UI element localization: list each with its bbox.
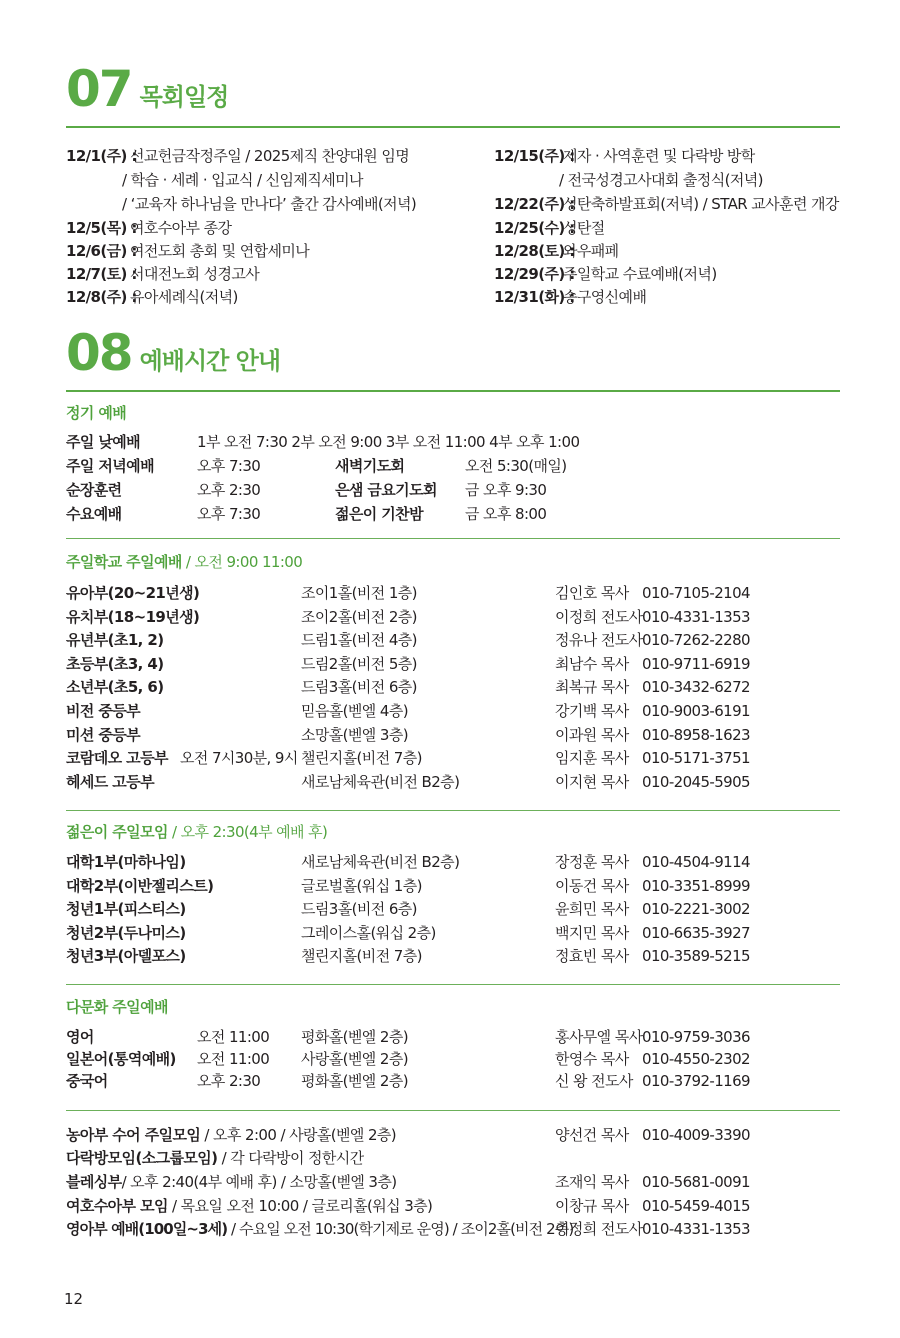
table-row xyxy=(0,900,900,924)
schedule-text: 서대전노회 성경고사 xyxy=(130,265,260,283)
service-name: 수요예배 xyxy=(66,505,122,523)
service-time: 1부 오전 7:30 2부 오전 9:00 3부 오전 11:00 4부 오후 1:00 xyxy=(197,433,580,451)
pastor: 강기백 목사 xyxy=(555,702,629,720)
place: 글로벌홀(워십 1층) xyxy=(301,877,422,895)
pastor: 이지현 목사 xyxy=(555,773,629,791)
place: 새로남체육관(비전 B2층) xyxy=(301,773,460,791)
table-row xyxy=(0,947,900,971)
phone: 010-4331-1353 xyxy=(642,1220,751,1238)
pastor: 이정희 전도사 xyxy=(555,1220,643,1238)
pastor: 최남수 목사 xyxy=(555,655,629,673)
service-name: 주일 저녁예배 xyxy=(66,457,154,475)
place: 드림2홀(비전 5층) xyxy=(301,655,417,673)
phone: 010-9003-6191 xyxy=(642,702,751,720)
table-row xyxy=(0,773,900,797)
schedule-date: 12/6(금) : xyxy=(66,242,137,260)
place: 드림3홀(비전 6층) xyxy=(301,900,417,918)
phone: 010-4331-1353 xyxy=(642,608,751,626)
service-name: 젊은이 기찬밤 xyxy=(335,505,423,523)
place: 드림3홀(비전 6층) xyxy=(301,678,417,696)
phone: 010-3351-8999 xyxy=(642,877,751,895)
phone: 010-4009-3390 xyxy=(642,1126,751,1144)
phone: 010-7262-2280 xyxy=(642,631,751,649)
schedule-date: 12/29(주) : xyxy=(494,265,575,283)
dept-name: 초등부(초3, 4) xyxy=(66,655,164,673)
place: 믿음홀(벧엘 4층) xyxy=(301,702,408,720)
schedule-text: 주일학교 수료예배(저녁) xyxy=(563,265,717,283)
place: 사랑홀(벧엘 2층) xyxy=(301,1050,408,1068)
place: 소망홀(벧엘 3층) xyxy=(301,726,408,744)
phone: 010-5681-0091 xyxy=(642,1173,751,1191)
dept-name: 청년2부(두나미스) xyxy=(66,924,186,942)
pastor: 백지민 목사 xyxy=(555,924,629,942)
table-row xyxy=(0,726,900,750)
page-number: 12 xyxy=(64,1290,84,1308)
dept-name: 소년부(초5, 6) xyxy=(66,678,164,696)
list-item xyxy=(0,1220,900,1244)
pastor: 임지훈 목사 xyxy=(555,749,629,767)
table-row xyxy=(0,853,900,877)
service-time: 오후 7:30 xyxy=(197,505,261,523)
phone: 010-8958-1623 xyxy=(642,726,751,744)
dept-name: 비전 중등부 xyxy=(66,702,141,720)
pastor: 윤희민 목사 xyxy=(555,900,629,918)
table-row xyxy=(0,678,900,702)
table-row xyxy=(0,1072,900,1096)
schedule-text: 송구영신예배 xyxy=(563,288,647,306)
section-number: 08 xyxy=(66,324,132,382)
section-title: 예배시간 안내 xyxy=(139,347,281,375)
dept-name: 코람데오 고등부 xyxy=(66,749,168,767)
dept-name: 대학1부(마하나임) xyxy=(66,853,186,871)
dept-name: 유년부(초1, 2) xyxy=(66,631,164,649)
meeting-info: 농아부 수어 주일모임 / 오후 2:00 / 사랑홀(벧엘 2층) xyxy=(66,1126,397,1144)
service-name: 새벽기도회 xyxy=(335,457,405,475)
list-item xyxy=(0,1173,900,1197)
phone: 010-9711-6919 xyxy=(642,655,751,673)
table-row xyxy=(0,749,900,773)
schedule-date: 12/8(주) : xyxy=(66,288,137,306)
phone: 010-5459-4015 xyxy=(642,1197,751,1215)
place: 챌린지홀(비전 7층) xyxy=(301,947,422,965)
schedule-text: 성탄절 xyxy=(563,219,605,237)
table-row xyxy=(0,1050,900,1074)
schedule-date: 12/7(토) : xyxy=(66,265,137,283)
schedule-date: 12/25(수) : xyxy=(494,219,575,237)
service-time: 오전 11:00 xyxy=(197,1028,270,1046)
schedule-text: 와우패페 xyxy=(563,242,619,260)
schedule-text: 제자 · 사역훈련 및 다락방 방학 xyxy=(563,147,755,165)
place: 새로남체육관(비전 B2층) xyxy=(301,853,460,871)
schedule-date: 12/5(목) : xyxy=(66,219,137,237)
pastor: 김인호 목사 xyxy=(555,584,629,602)
schedule-text: 성탄축하발표회(저녁) / STAR 교사훈련 개강 xyxy=(563,195,839,213)
place: 조이2홀(비전 2층) xyxy=(301,608,417,626)
place: 평화홀(벧엘 2층) xyxy=(301,1072,408,1090)
place: 평화홀(벧엘 2층) xyxy=(301,1028,408,1046)
schedule-date: 12/31(화) : xyxy=(494,288,575,306)
table-row xyxy=(0,608,900,632)
dept-name: 영어 xyxy=(66,1028,94,1046)
dept-name: 일본어(통역예배) xyxy=(66,1050,176,1068)
phone: 010-4504-9114 xyxy=(642,853,751,871)
pastor: 장정훈 목사 xyxy=(555,853,629,871)
schedule-text: 유아세례식(저녁) xyxy=(130,288,238,306)
phone: 010-2045-5905 xyxy=(642,773,751,791)
list-item xyxy=(0,1149,900,1173)
meeting-info: 여호수아부 모임 / 목요일 오전 10:00 / 글로리홀(워십 3층) xyxy=(66,1197,433,1215)
table-row xyxy=(0,655,900,679)
dept-name: 헤세드 고등부 xyxy=(66,773,154,791)
subsection-heading: 정기 예배 xyxy=(66,404,127,422)
section-divider xyxy=(66,390,840,392)
schedule-date: 12/1(주) : xyxy=(66,147,137,165)
pastor: 이동건 목사 xyxy=(555,877,629,895)
section-title: 목회일정 xyxy=(139,83,229,111)
subsection-heading: 젊은이 주일모임 / 오후 2:30(4부 예배 후) xyxy=(66,823,328,841)
meeting-info: 다락방모임(소그룹모임) / 각 다락방이 정한시간 xyxy=(66,1149,364,1167)
schedule-text: 선교헌금작정주일 / 2025제직 찬양대원 임명 xyxy=(130,147,410,165)
service-time: 오후 2:30 xyxy=(197,1072,261,1090)
pastor: 이과원 목사 xyxy=(555,726,629,744)
dept-name: 유아부(20~21년생) xyxy=(66,584,200,602)
schedule-text: 여호수아부 종강 xyxy=(130,219,232,237)
schedule-text: / 전국성경고사대회 출정식(저녁) xyxy=(559,171,763,189)
place: 챌린지홀(비전 7층) xyxy=(301,749,422,767)
pastor: 이창규 목사 xyxy=(555,1197,629,1215)
service-time: 오전 5:30(매일) xyxy=(465,457,567,475)
pastor: 한영수 목사 xyxy=(555,1050,629,1068)
service-name: 은샘 금요기도회 xyxy=(335,481,437,499)
place: 드림1홀(비전 4층) xyxy=(301,631,417,649)
dept-name: 유치부(18~19년생) xyxy=(66,608,200,626)
table-row xyxy=(0,1028,900,1052)
list-item xyxy=(0,1126,900,1150)
schedule-date: 12/22(주) : xyxy=(494,195,575,213)
service-name: 순장훈련 xyxy=(66,481,122,499)
pastor: 양선건 목사 xyxy=(555,1126,629,1144)
divider xyxy=(66,810,840,811)
divider xyxy=(66,538,840,539)
service-name: 주일 낮예배 xyxy=(66,433,141,451)
divider xyxy=(66,1110,840,1111)
service-time: 금 오후 8:00 xyxy=(465,505,547,523)
phone: 010-3792-1169 xyxy=(642,1072,751,1090)
pastor: 이정희 전도사 xyxy=(555,608,643,626)
place: 그레이스홀(워십 2층) xyxy=(301,924,436,942)
dept-name: 중국어 xyxy=(66,1072,108,1090)
dept-name: 청년1부(피스티스) xyxy=(66,900,186,918)
phone: 010-5171-3751 xyxy=(642,749,751,767)
service-time: 오전 7시30분, 9시 xyxy=(180,749,298,767)
table-row xyxy=(0,924,900,948)
pastor: 조재익 목사 xyxy=(555,1173,629,1191)
service-time: 오후 7:30 xyxy=(197,457,261,475)
phone: 010-9759-3036 xyxy=(642,1028,751,1046)
schedule-text: / 학습 · 세례 · 입교식 / 신임제직세미나 xyxy=(122,171,363,189)
schedule-date: 12/15(주) : xyxy=(494,147,575,165)
phone: 010-7105-2104 xyxy=(642,584,751,602)
dept-name: 미션 중등부 xyxy=(66,726,141,744)
service-time: 오후 2:30 xyxy=(197,481,261,499)
subsection-heading: 주일학교 주일예배 / 오전 9:00 11:00 xyxy=(66,553,303,571)
phone: 010-3432-6272 xyxy=(642,678,751,696)
phone: 010-4550-2302 xyxy=(642,1050,751,1068)
schedule-text: / ‘교육자 하나님을 만나다’ 출간 감사예배(저녁) xyxy=(122,195,417,213)
subsection-heading: 다문화 주일예배 xyxy=(66,998,168,1016)
pastor: 정유나 전도사 xyxy=(555,631,643,649)
schedule-date: 12/28(토) : xyxy=(494,242,575,260)
table-row xyxy=(0,702,900,726)
table-row xyxy=(0,631,900,655)
schedule-text: 여전도회 총회 및 연합세미나 xyxy=(130,242,310,260)
section-divider xyxy=(66,126,840,128)
phone: 010-3589-5215 xyxy=(642,947,751,965)
list-item xyxy=(0,1197,900,1221)
pastor: 정효빈 목사 xyxy=(555,947,629,965)
section-08-header xyxy=(66,324,281,382)
section-number: 07 xyxy=(66,60,132,118)
phone: 010-6635-3927 xyxy=(642,924,751,942)
pastor: 최복규 목사 xyxy=(555,678,629,696)
meeting-info: 영아부 예배(100일~3세) / 수요일 오전 10:30(학기제로 운영) / 조이2홀(비전 2층) xyxy=(66,1220,574,1238)
dept-name: 대학2부(이반젤리스트) xyxy=(66,877,214,895)
phone: 010-2221-3002 xyxy=(642,900,751,918)
service-time: 금 오후 9:30 xyxy=(465,481,547,499)
service-time: 오전 11:00 xyxy=(197,1050,270,1068)
place: 조이1홀(비전 1층) xyxy=(301,584,417,602)
dept-name: 청년3부(아델포스) xyxy=(66,947,186,965)
pastor: 홍사무엘 목사 xyxy=(555,1028,643,1046)
table-row xyxy=(0,584,900,608)
table-row xyxy=(0,877,900,901)
section-07-header xyxy=(66,60,229,118)
meeting-info: 블레싱부/ 오후 2:40(4부 예배 후) / 소망홀(벧엘 3층) xyxy=(66,1173,397,1191)
pastor: 신 왕 전도사 xyxy=(555,1072,633,1090)
divider xyxy=(66,984,840,985)
